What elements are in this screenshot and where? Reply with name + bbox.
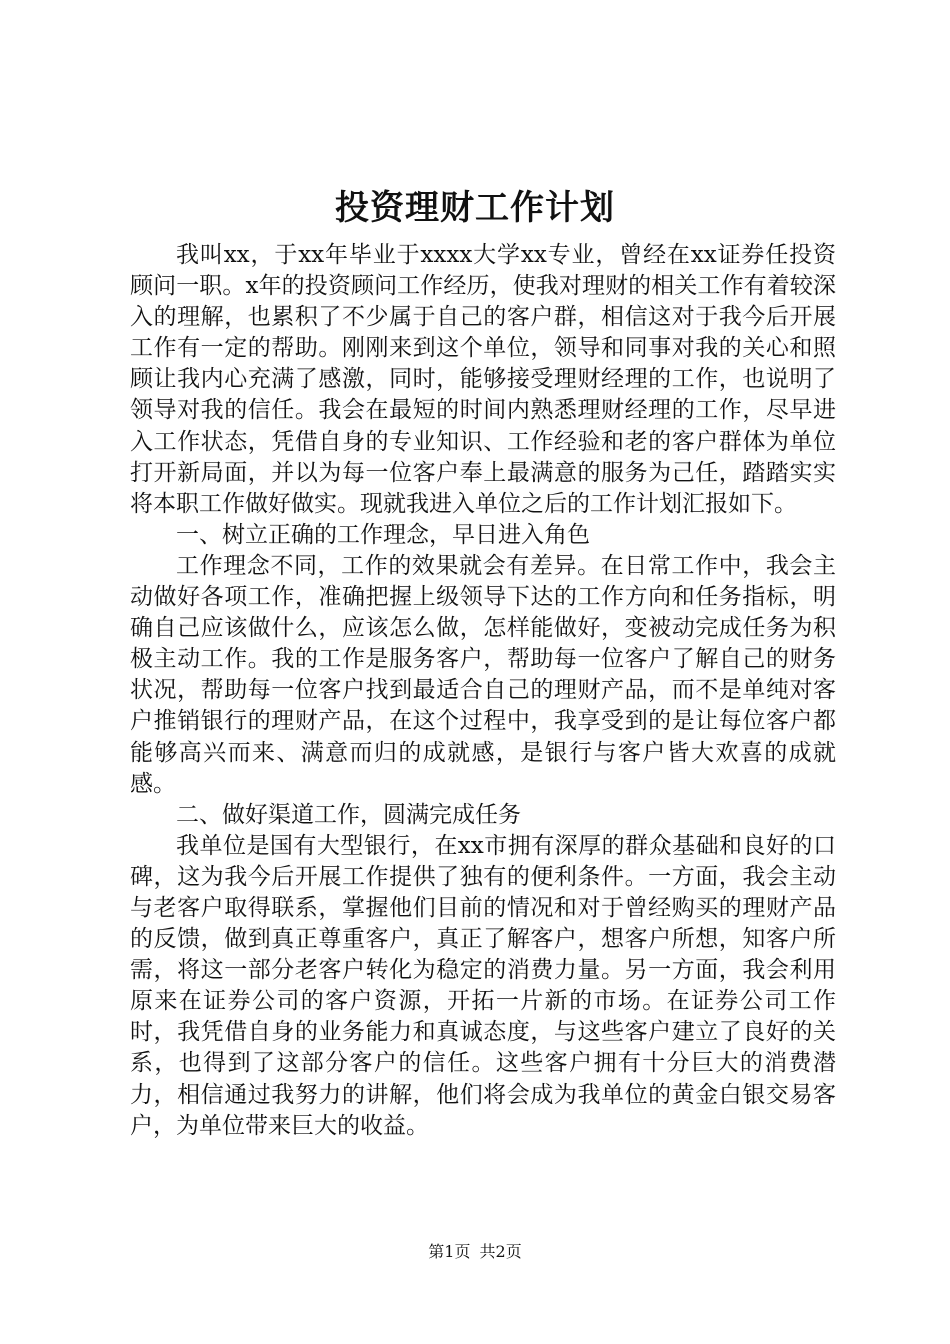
section-2-paragraph: 我单位是国有大型银行，在xx市拥有深厚的群众基础和良好的口碑，这为我今后开展工作提供了独有的便利条件。一方面，我会主动与老客户取得联系，掌握他们目前的情况和对于曾经购买的理财产品的反馈，做到真正尊重客户，真正了解客户，想客户所想，知客户所需，将这一部分老客户转化为稳定的消费力量。另一方面，我会利用原来在证券公司的客户资源，开拓一片新的市场。在证券公司工作时，我凭借自身的业务能力和真诚态度，与这些客户建立了良好的关系，也得到了这部分客户的信任。这些客户拥有十分巨大的消费潜力，相信通过我努力的讲解，他们将会成为我单位的黄金白银交易客户，为单位带来巨大的收益。 xyxy=(130,832,836,1139)
intro-paragraph: 我叫xx，于xx年毕业于xxxx大学xx专业，曾经在xx证券任投资顾问一职。x年的投资顾问工作经历，使我对理财的相关工作有着较深入的理解，也累积了不少属于自己的客户群，相信这对于我今后开展工作有一定的帮助。刚刚来到这个单位，领导和同事对我的关心和照顾让我内心充满了感激，同时，能够接受理财经理的工作，也说明了领导对我的信任。我会在最短的时间内熟悉理财经理的工作，尽早进入工作状态，凭借自身的专业知识、工作经验和老的客户群体为单位打开新局面，并以为每一位客户奉上最满意的服务为己任，踏踏实实将本职工作做好做实。现就我进入单位之后的工作计划汇报如下。 xyxy=(130,242,836,517)
document-body xyxy=(130,240,836,1142)
section-1-paragraph: 工作理念不同，工作的效果就会有差异。在日常工作中，我会主动做好各项工作，准确把握上级领导下达的工作方向和任务指标，明确自己应该做什么，应该怎么做，怎样能做好，变被动完成任务为积极主动工作。我的工作是服务客户，帮助每一位客户了解自己的财务状况，帮助每一位客户找到最适合自己的理财产品，而不是单纯对客户推销银行的理财产品，在这个过程中，我享受到的是让每位客户都能够高兴而来、满意而归的成就感，是银行与客户皆大欢喜的成就感。 xyxy=(130,552,836,797)
section-heading-2: 二、做好渠道工作，圆满完成任务 xyxy=(176,801,521,828)
section-heading-1: 一、树立正确的工作理念，早日进入角色 xyxy=(176,521,590,548)
page-number-footer: 第1页 共2页 xyxy=(428,1242,522,1261)
document-title: 投资理财工作计划 xyxy=(335,188,615,228)
